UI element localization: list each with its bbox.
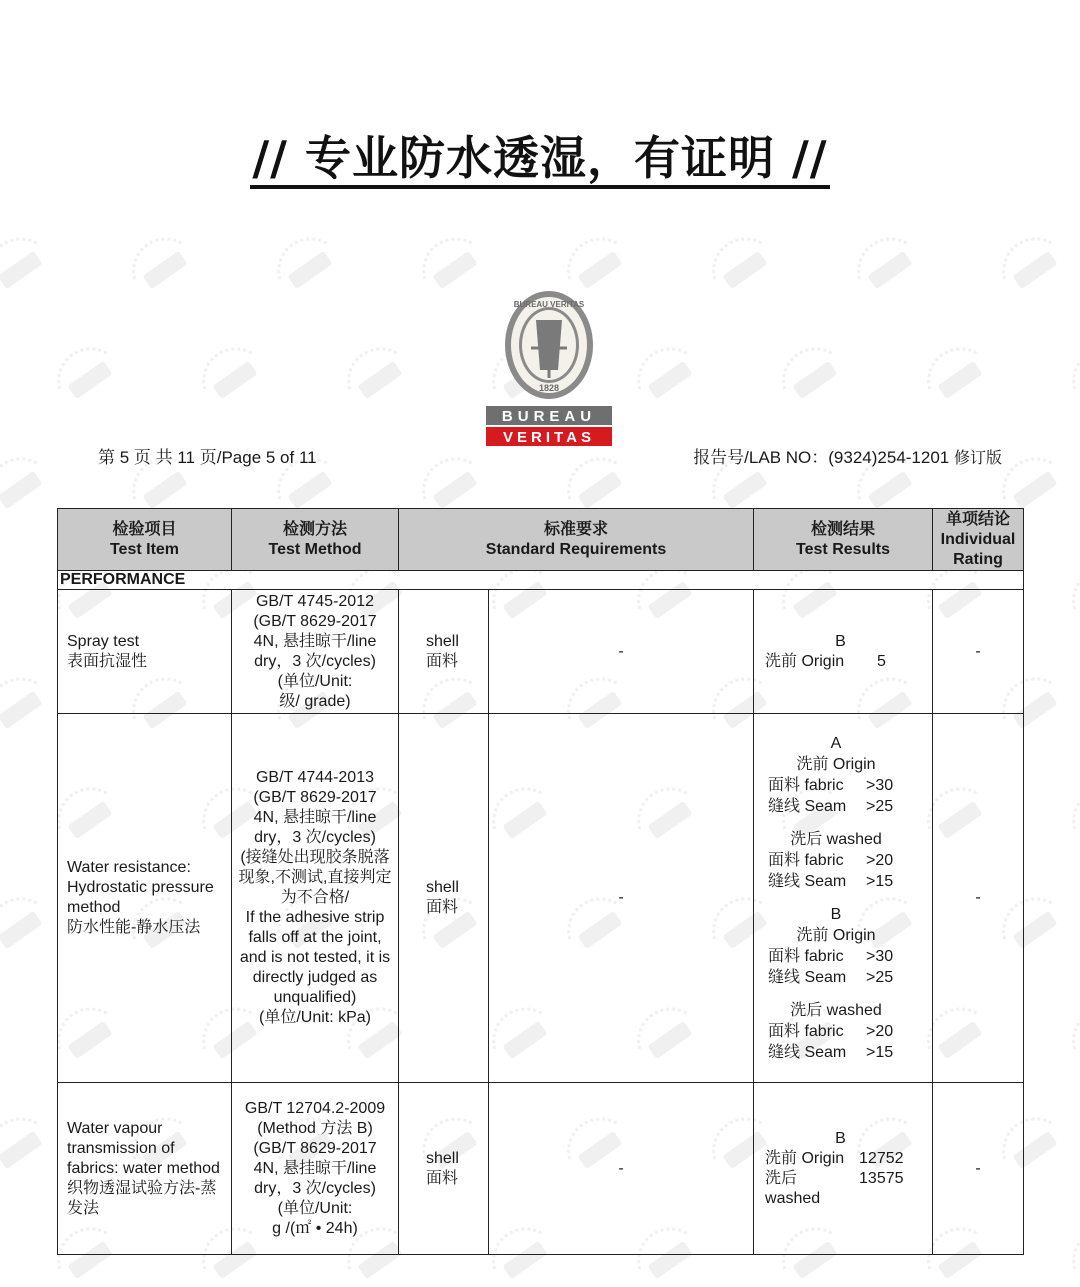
watermark-stamp [1049,984,1080,1095]
watermark-stamp [1049,544,1080,655]
svg-text:BUREAU: BUREAU [501,408,597,425]
test-method-cell: GB/T 12704.2-2009 (Method 方法 B) (GB/T 8629-2017 4N, 悬挂晾干/line dry，3 次/cycles) (单位/Unit: g /(㎡ • 24h) [232,1083,399,1255]
header-individual-rating: 单项结论 Individual Rating [933,509,1024,571]
watermark-stamp [759,324,870,435]
section-row [58,571,1024,590]
watermark-stamp [109,230,220,326]
watermark-stamp [979,230,1080,326]
material-cell: shell 面料 [399,714,489,1083]
watermark-stamp [904,324,1015,435]
watermark-stamp [614,324,725,435]
requirement-cell: - [489,590,754,714]
test-item-cell: Spray test 表面抗湿性 [58,590,232,714]
watermark-stamp [34,324,145,435]
requirement-cell: - [489,714,754,1083]
watermark-stamp [1049,764,1080,875]
page-headline: // 专业防水透湿，有证明 // [0,128,1080,188]
header-test-method: 检测方法 Test Method [232,509,399,571]
watermark-stamp [179,324,290,435]
watermark-stamp [0,230,76,326]
header-standard-requirements: 标准要求 Standard Requirements [399,509,754,571]
table-row [58,1083,1024,1255]
header-test-item: 检验项目 Test Item [58,509,232,571]
svg-text:VERITAS: VERITAS [503,429,595,446]
bureau-veritas-logo [486,290,612,446]
watermark-stamp [1049,324,1080,435]
svg-text:BUREAU VERITAS: BUREAU VERITAS [513,300,585,309]
lab-number: 报告号/LAB NO：(9324)254-1201 修订版 [693,448,1002,467]
section-title: PERFORMANCE [58,571,1024,590]
header-test-results: 检测结果 Test Results [754,509,933,571]
material-cell: shell 面料 [399,590,489,714]
material-cell: shell 面料 [399,1083,489,1255]
test-item-cell: Water vapour transmission of fabrics: water method 织物透湿试验方法-蒸 发法 [58,1083,232,1255]
test-method-cell: GB/T 4745-2012 (GB/T 8629-2017 4N, 悬挂晾干/line dry，3 次/cycles) (单位/Unit: 级/ grade) [232,590,399,714]
rating-cell: - [933,1083,1024,1255]
table-row [58,714,1024,1083]
test-method-cell: GB/T 4744-2013 (GB/T 8629-2017 4N, 悬挂晾干/line dry，3 次/cycles) (接缝处出现胶条脱落 现象,不测试,直接判定 为不合格/ If the adhesive strip falls off at the joint, and is not tested, it is directly judged as unqualified) (单位/Unit: kPa) [232,714,399,1083]
test-report-table [57,508,1024,1255]
table-row [58,590,1024,714]
result-cell: B 洗前 Origin 12752 洗后 13575 washed [754,1083,933,1255]
revision-label: 修订版 [953,450,1002,467]
rating-cell: - [933,714,1024,1083]
rating-cell: - [933,590,1024,714]
result-cell: B 洗前 Origin 5 [754,590,933,714]
page-number: 第 5 页 共 11 页/Page 5 of 11 [98,448,317,467]
svg-text:1828: 1828 [538,383,560,393]
watermark-stamp [834,230,945,326]
result-cell: A 洗前 Origin 面料 fabric >30 缝线 Seam >25 洗后 washed 面料 fabric >20 缝线 Seam >15 B 洗前 Origin 面料 fabric >30 缝线 Seam >25 洗后 washed 面料 fabric >20 缝线 Seam >15 [754,714,933,1083]
requirement-cell: - [489,1083,754,1255]
watermark-stamp [324,324,435,435]
watermark-stamp [689,230,800,326]
test-item-cell: Water resistance: Hydrostatic pressure method 防水性能-静水压法 [58,714,232,1083]
watermark-stamp [1049,1204,1080,1287]
watermark-stamp [254,230,365,326]
table-header-row [58,509,1024,571]
